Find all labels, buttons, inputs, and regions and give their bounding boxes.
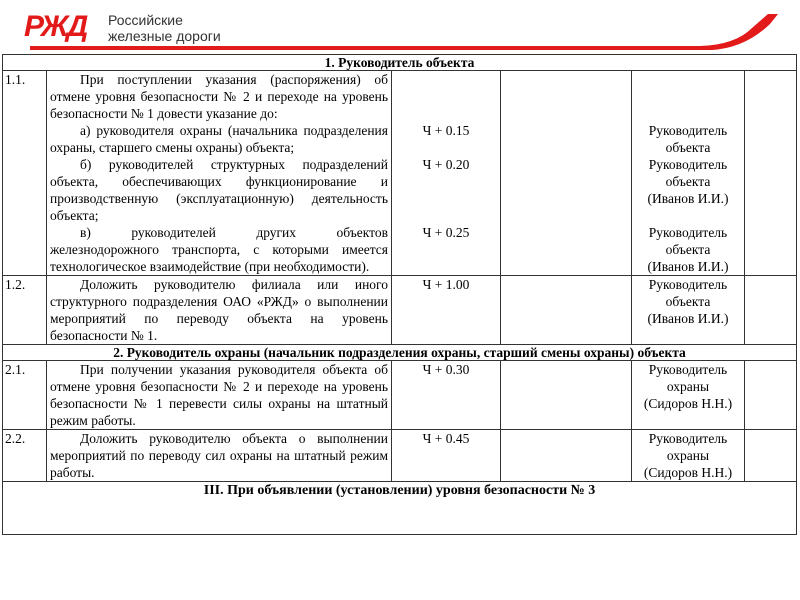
responsible-line: Руководитель (648, 157, 728, 172)
section-title: 1. Руководитель объекта (3, 55, 797, 71)
deadline-value: Ч + 0.20 (422, 157, 470, 172)
description-paragraph: Доложить руководителю объекта о выполнении мероприятий по переводу сил охраны на штатный режим работы. (50, 431, 388, 480)
section-header-row (3, 345, 797, 361)
description-paragraph: в) руководителей других объектов железнодорожного транспорта, с которыми имеется технологическое взаимодействие (при необходимости). (50, 225, 388, 274)
responsible-cell (632, 430, 745, 482)
description-paragraph: б) руководителей структурных подразделений объекта, обеспечивающих функционирование и производственную (эксплуатационную) деятельность объекта; (50, 157, 388, 223)
deadline-group (395, 122, 497, 156)
deadline-value: Ч + 0.45 (422, 431, 470, 446)
table-row (3, 71, 797, 276)
responsible-group (635, 224, 741, 275)
description-paragraph: При поступлении указания (распоряжения) об отмене уровня безопасности № 2 и переходе на уровень безопасности № 1 довести указание до: (50, 72, 388, 121)
table-row (3, 430, 797, 482)
responsible-line: Руководитель (648, 225, 728, 240)
measure-description (47, 361, 392, 430)
slide-header (0, 0, 800, 52)
responsible-line: (Иванов И.И.) (647, 311, 729, 326)
deadline-group (395, 71, 497, 122)
responsible-line: охраны (666, 448, 710, 463)
item-number: 2.1. (3, 361, 47, 430)
responsible-cell (632, 361, 745, 430)
responsible-line: (Сидоров Н.Н.) (643, 465, 733, 480)
description-paragraph: а) руководителя охраны (начальника подразделения охраны, старшего смены охраны) объекта; (50, 123, 388, 155)
responsible-line: Руководитель (648, 431, 728, 446)
responsible-line: охраны (666, 379, 710, 394)
brand-line-2: железные дороги (108, 28, 221, 44)
deadline-group (395, 430, 497, 481)
deadline-group (395, 156, 497, 224)
table-body (3, 55, 797, 535)
final-heading-row (3, 482, 797, 535)
empty-cell (745, 361, 797, 430)
section-header-row (3, 55, 797, 71)
empty-cell (501, 361, 632, 430)
responsible-line: Руководитель (648, 123, 728, 138)
responsible-group (635, 276, 741, 344)
table-row (3, 361, 797, 430)
time-cell (392, 276, 501, 345)
empty-cell (501, 71, 632, 276)
responsible-group (635, 122, 741, 156)
table-row (3, 276, 797, 345)
measure-description (47, 276, 392, 345)
responsible-group (635, 361, 741, 429)
item-number: 1.1. (3, 71, 47, 276)
responsible-line: (Иванов И.И.) (647, 259, 729, 274)
brand-name (108, 12, 221, 44)
measure-description (47, 71, 392, 276)
brand-line-1: Российские (108, 12, 183, 28)
responsible-cell (632, 71, 745, 276)
responsible-group (635, 156, 741, 224)
empty-cell (501, 276, 632, 345)
description-paragraph: Доложить руководителю филиала или иного структурного подразделения ОАО «РЖД» о выполнении мероприятий по переводу объекта на уровень безопасности № 1. (50, 277, 388, 343)
item-number: 1.2. (3, 276, 47, 345)
responsible-line: объекта (665, 242, 711, 257)
deadline-value: Ч + 0.25 (422, 225, 470, 240)
responsible-line: объекта (665, 294, 711, 309)
time-cell (392, 71, 501, 276)
rzd-logo: РЖД (24, 10, 87, 43)
responsible-group (635, 430, 741, 481)
responsible-line: Руководитель (648, 362, 728, 377)
responsible-line: Руководитель (648, 277, 728, 292)
item-number: 2.2. (3, 430, 47, 482)
deadline-group (395, 276, 497, 344)
empty-cell (501, 430, 632, 482)
responsible-line: объекта (665, 140, 711, 155)
empty-cell (745, 276, 797, 345)
deadline-group (395, 224, 497, 275)
responsible-cell (632, 276, 745, 345)
measures-table (2, 54, 797, 535)
deadline-value: Ч + 0.15 (422, 123, 470, 138)
deadline-value: Ч + 0.30 (422, 362, 470, 377)
responsible-line: (Иванов И.И.) (647, 191, 729, 206)
final-heading: III. При объявлении (установлении) уровня безопасности № 3 (3, 482, 797, 535)
section-title: 2. Руководитель охраны (начальник подразделения охраны, старший смены охраны) объекта (3, 345, 797, 361)
time-cell (392, 361, 501, 430)
responsible-line: (Сидоров Н.Н.) (643, 396, 733, 411)
description-paragraph: При получении указания руководителя объекта об отмене уровня безопасности № 2 и переходе на уровень безопасности № 1 перевести силы охраны на штатный режим работы. (50, 362, 388, 428)
empty-cell (745, 430, 797, 482)
deadline-value: Ч + 1.00 (422, 277, 470, 292)
empty-cell (745, 71, 797, 276)
measure-description (47, 430, 392, 482)
responsible-line: объекта (665, 174, 711, 189)
deadline-group (395, 361, 497, 429)
responsible-group (635, 71, 741, 122)
time-cell (392, 430, 501, 482)
